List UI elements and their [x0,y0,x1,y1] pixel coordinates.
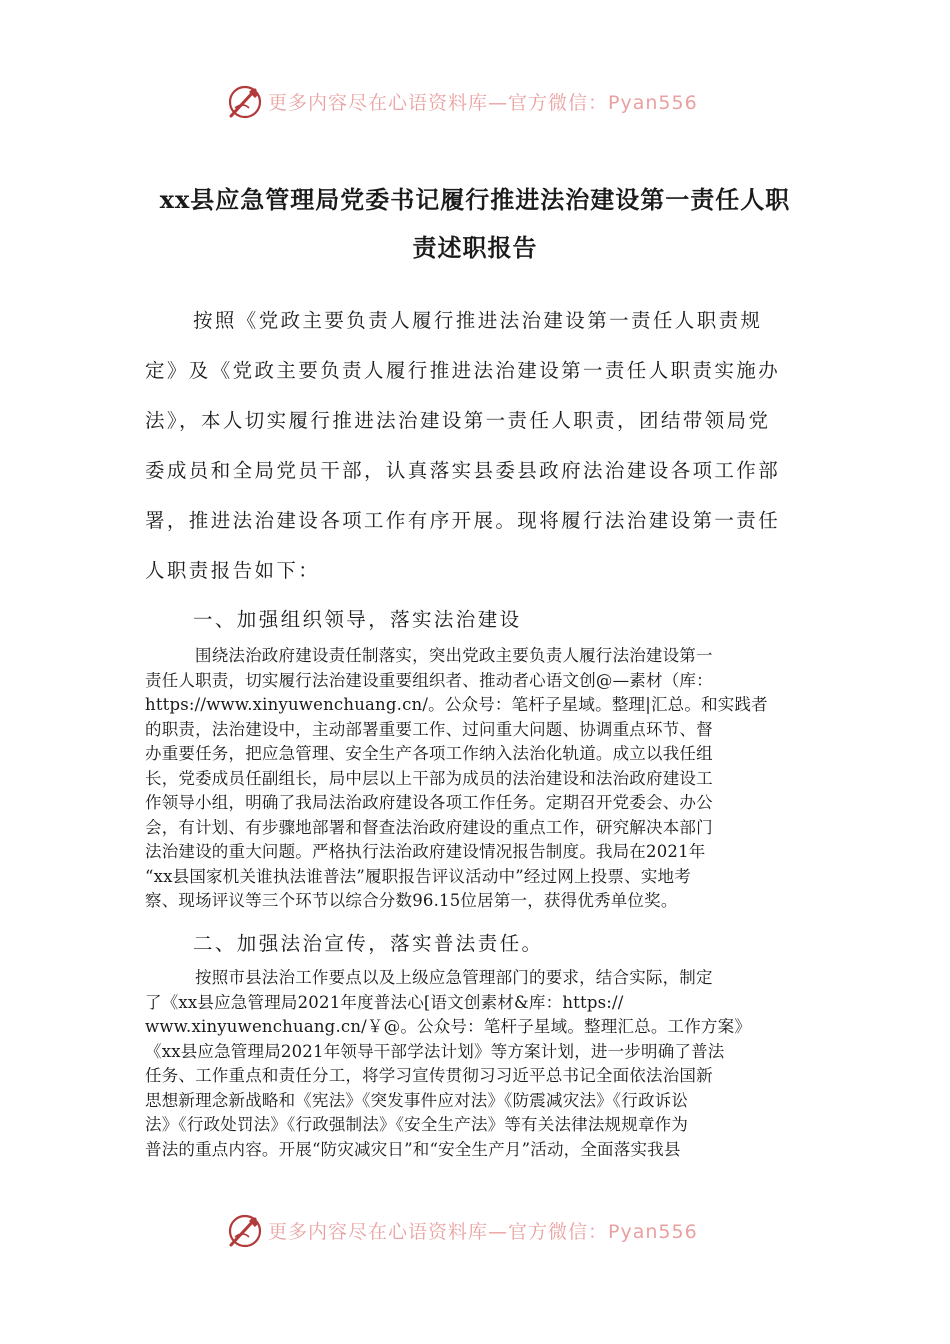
section2-line: 任务、工作重点和责任分工，将学习宣传贯彻习习近平总书记全面依法治国新 [145,1066,713,1085]
intro-line: 定》及《党政主要负责人履行推进法治建设第一责任人职责实施办 [145,359,781,382]
header-banner [0,80,950,126]
section2-line: 法》《行政处罚法》《行政强制法》《安全生产法》等有关法律法规规章作为 [145,1115,689,1134]
banner-text: 更多内容尽在心语资料库—官方微信：Pyan556 [268,1221,698,1243]
section2-line: www.xinyuwenchuang.cn/￥@。公众号：笔杆子星域。整理汇总。工作方案》 [145,1017,752,1036]
pen-logo-icon [225,1211,265,1251]
section2-line: 《xx县应急管理局2021年领导干部学法计划》等方案计划，进一步明确了普法 [145,1041,725,1061]
section1-line: 察、现场评议等三个环节以综合分数96.15位居第一，获得优秀单位奖。 [145,891,678,910]
banner-text: 更多内容尽在心语资料库—官方微信：Pyan556 [268,92,698,114]
section2-line: 了《xx县应急管理局2021年度普法心[语文创素材&库：https:// [145,992,624,1012]
document-title-line1: xx县应急管理局党委书记履行推进法治建设第一责任人职 [159,185,791,214]
section1-line: 责任人职责，切实履行法治建设重要组织者、推动者心语文创@—素材（库： [145,670,713,690]
section2-line: 思想新理念新战略和《宪法》《突发事件应对法》《防震减灾法》《行政诉讼 [145,1090,689,1110]
section1-line: 围绕法治政府建设责任制落实，突出党政主要负责人履行法治建设第一 [195,646,713,665]
section1-line: 会，有计划、有步骤地部署和督查法治政府建设的重点工作，研究解决本部门 [145,817,713,837]
section1-line: https://www.xinyuwenchuang.cn/。公众号：笔杆子星域。整理|汇总。和实践者 [145,695,768,714]
intro-line: 法》，本人切实履行推进法治建设第一责任人职责，团结带领局党 [145,409,771,432]
document-title-line2: 责述职报告 [412,233,538,262]
section1-line: 作领导小组，明确了我局法治政府建设各项工作任务。定期召开党委会、办公 [145,793,713,812]
intro-line: 按照《党政主要负责人履行推进法治建设第一责任人职责规 [193,309,763,332]
section2-paragraph [145,966,810,1162]
section1-paragraph [145,644,810,914]
intro-paragraph [145,296,805,596]
intro-line: 人职责报告如下： [145,559,321,582]
section1-heading: 一、加强组织领导，落实法治建设 [193,608,522,631]
section1-line: 的职责，法治建设中，主动部署重要工作、过问重大问题、协调重点环节、督 [145,719,713,739]
intro-line: 署，推进法治建设各项工作有序开展。现将履行法治建设第一责任 [145,509,781,532]
intro-line: 委成员和全局党员干部，认真落实县委县政府法治建设各项工作部 [145,459,781,482]
section1-line: 办重要任务，把应急管理、安全生产各项工作纳入法治化轨道。成立以我任组 [145,744,713,763]
section1-line: 法治建设的重大问题。严格执行法治政府建设情况报告制度。我局在2021年 [145,842,706,861]
pen-logo-icon [225,82,265,122]
footer-banner [0,1209,950,1255]
section1-line: “xx县国家机关谁执法谁普法”履职报告评议活动中”经过网上投票、实地考 [145,866,691,886]
section2-line: 按照市县法治工作要点以及上级应急管理部门的要求，结合实际，制定 [195,968,713,987]
section2-line: 普法的重点内容。开展“防灾减灾日”和“安全生产月”活动，全面落实我县 [145,1139,681,1159]
section1-line: 长，党委成员任副组长，局中层以上干部为成员的法治建设和法治政府建设工 [145,768,713,788]
section2-heading: 二、加强法治宣传，落实普法责任。 [193,932,544,955]
